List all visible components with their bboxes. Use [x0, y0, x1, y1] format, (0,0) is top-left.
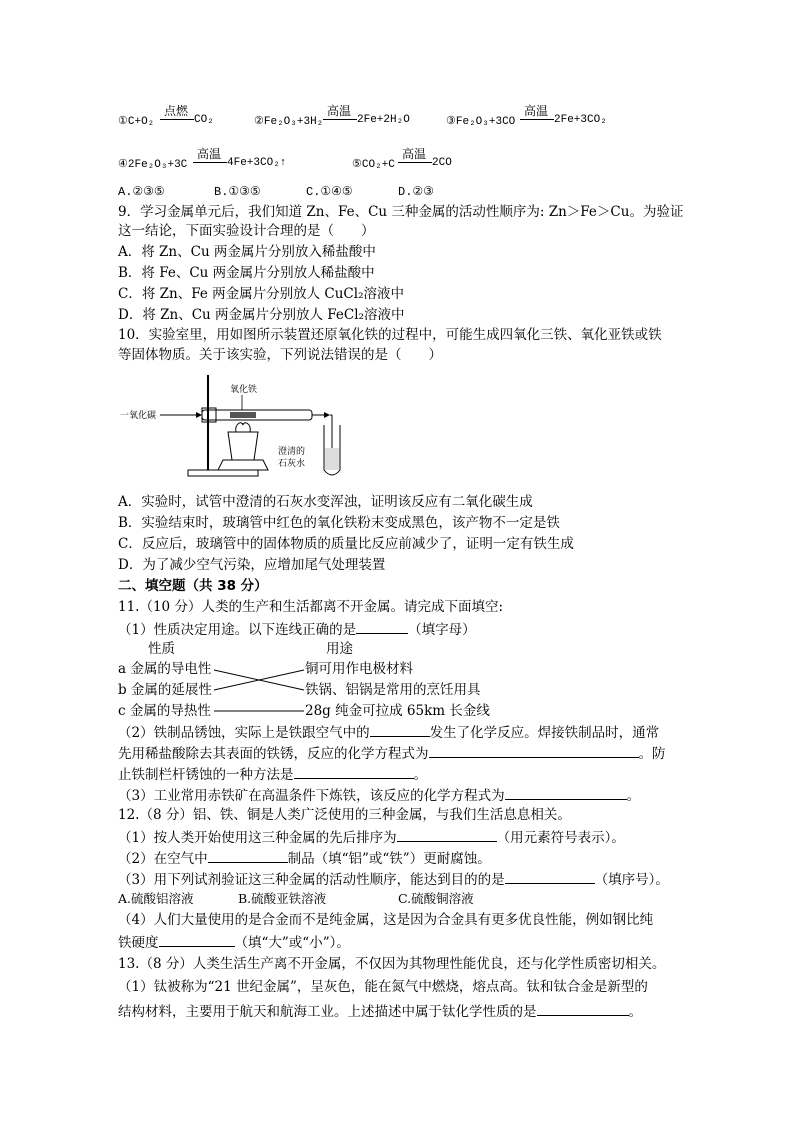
q12-part4-line1: （4）人们大量使用的是合金而不是纯金属，这是因为合金具有更多优良性能，例如钢比纯 [118, 912, 654, 928]
q12-part3-blank[interactable] [505, 869, 595, 884]
q9-stem-line1: 9．学习金属单元后，我们知道 Zn、Fe、Cu 三种金属的活动性顺序为: Zn＞Fe＞Cu。为验证 [118, 204, 684, 220]
eq4-reactants: ④2Fe₂O₃+3C [118, 159, 188, 171]
q11-part1-hint: （填字母） [408, 622, 476, 638]
q10-option-d: D．为了减少空气污染，应增加尾气处理装置 [118, 557, 386, 573]
q11-col-property: 性质 [148, 641, 175, 657]
label-limewater-1: 澄清的 [278, 447, 306, 457]
q11-part3 [118, 785, 640, 805]
eq1-condition: 点燃 [164, 104, 189, 118]
q11-part2-line2 [118, 743, 666, 763]
q12-part1 [118, 827, 625, 847]
label-limewater-2: 石灰水 [278, 459, 306, 469]
eq5-products: 2CO [432, 157, 452, 169]
q11-part2-blank-1[interactable] [370, 722, 430, 737]
q9-option-b: B．将 Fe、Cu 两金属片分别放人稀盐酸中 [118, 265, 375, 281]
q11-part2-text-e: 止铁制栏杆锈蚀的一种方法是 [118, 767, 294, 783]
eq3-reactants: ③Fe₂O₃+3CO [446, 116, 516, 128]
q13-intro: 13.（8 分）人类生活生产离不开金属，不仅因为其物理性能优良，还与化学性质密切相关。 [118, 956, 666, 972]
eq1-reactants: ①C+O₂ [118, 116, 155, 128]
q11-part2-line3 [118, 764, 427, 784]
q11-part3-text: （3）工业常用赤铁矿在高温条件下炼铁，该反应的化学方程式为 [118, 788, 505, 804]
q8-option-b: B.①③⑤ [214, 185, 261, 199]
q11-part3-end: 。 [626, 788, 641, 804]
q12-part3-hint: （填序号）。 [594, 872, 669, 888]
q13-part1-line1: （1）钛被称为“21 世纪金属”，呈灰色，能在氮气中燃烧，熔点高。钛和钛合金是新型的 [118, 979, 648, 995]
q11-col-use: 用途 [326, 641, 353, 657]
q10-stem-line2: 等固体物质。关于该实验，下列说法错误的是（ ） [118, 347, 442, 363]
q11-use-3: 28g 纯金可拉成 65km 长金线 [305, 703, 490, 719]
q11-use-2: 铁锅、铝锅是常用的烹饪用具 [305, 682, 481, 698]
q12-part4-blank[interactable] [159, 932, 235, 947]
q10-option-a: A．实验时，试管中澄清的石灰水变浑浊，证明该反应有二氧化碳生成 [118, 494, 533, 510]
q12-part1-text: （1）按人类开始使用这三种金属的先后排序为 [118, 830, 397, 846]
q10-option-c: C．反应后，玻璃管中的固体物质的质量比反应前减少了，证明一定有铁生成 [118, 536, 574, 552]
q12-part4-text: 铁硬度 [118, 935, 159, 951]
q10-option-b: B．实验结束时，玻璃管中红色的氧化铁粉末变成黑色，该产物不一定是铁 [118, 515, 560, 531]
q11-property-a: a 金属的导电性 [118, 661, 212, 677]
q12-part3 [118, 869, 669, 889]
q12-part1-hint: （用元素符号表示）。 [496, 830, 625, 846]
eq5-reactants: ⑤CO₂+C [352, 159, 395, 171]
eq4-condition: 高温 [197, 147, 222, 161]
q12-intro: 12.（8 分）铝、铁、铜是人类广泛使用的三种金属，与我们生活息息相关。 [118, 807, 571, 823]
q8-option-c: C.①④⑤ [306, 185, 353, 199]
q9-stem-line2: 这一结论，下面实验设计合理的是（ ） [118, 223, 375, 239]
q12-part4-hint: （填“大”或“小”）。 [234, 935, 350, 951]
q12-option-b: B.硫酸亚铁溶液 [238, 891, 327, 906]
q13-part1-blank[interactable] [537, 1001, 629, 1016]
q12-part1-blank[interactable] [397, 827, 497, 842]
q10-stem-line1: 10．实验室里，用如图所示装置还原氧化铁的过程中，可能生成四氧化三铁、氧化亚铁或铁 [118, 327, 662, 343]
q11-part1-text: （1）性质决定用途。以下连线正确的是 [118, 622, 357, 638]
label-iron-oxide: 氧化铁 [230, 385, 258, 395]
q11-part2-blank-2[interactable] [429, 743, 639, 758]
eq2-products: 2Fe+2H₂O [357, 114, 410, 126]
q11-part2-blank-3[interactable] [294, 764, 414, 779]
q11-part2-text-b: 发生了化学反应。焊接铁制品时，通常 [429, 725, 660, 741]
q8-option-a: A.②③⑤ [118, 185, 165, 199]
eq2-reactants: ②Fe₂O₃+3H₂ [254, 116, 324, 128]
q12-option-c: C.硫酸铜溶液 [398, 891, 474, 906]
q9-option-c: C．将 Zn、Fe 两金属片分别放人 CuCl₂溶液中 [118, 286, 404, 302]
q9-option-d: D．将 Zn、Cu 两金属片分别放人 FeCl₂溶液中 [118, 307, 405, 323]
eq3-products: 2Fe+3CO₂ [554, 114, 607, 126]
q12-part2-blank[interactable] [208, 848, 288, 863]
q11-property-c: c 金属的导热性 [118, 703, 211, 719]
q11-part2-text-a: （2）铁制品锈蚀，实际上是铁跟空气中的 [118, 725, 370, 741]
eq3-condition: 高温 [524, 104, 549, 118]
q12-part4-line2 [118, 932, 350, 952]
q11-part2-text-f: 。 [413, 767, 427, 783]
q12-part2-text: （2）在空气中 [118, 851, 208, 867]
q12-part2 [118, 848, 491, 868]
q11-part3-blank[interactable] [505, 785, 627, 800]
q12-part2-hint: 制品（填“铝”或“铁”）更耐腐蚀。 [287, 851, 491, 867]
q8-option-d: D.②③ [398, 185, 434, 199]
q11-part2-text-d: 。防 [638, 746, 666, 762]
q12-part3-text: （3）用下列试剂验证这三种金属的活动性顺序，能达到目的的是 [118, 872, 505, 888]
q13-part1-text: 结构材料，主要用于航天和航海工业。上述描述中属于钛化学性质的是 [118, 1004, 537, 1020]
q11-part2-text-c: 先用稀盐酸除去其表面的铁锈，反应的化学方程式为 [118, 746, 429, 762]
q13-part1-end: 。 [628, 1004, 642, 1020]
q13-part1-line2 [118, 1001, 642, 1021]
q11-intro: 11.（10 分）人类的生产和生活都离不开金属。请完成下面填空: [118, 599, 503, 615]
q11-use-1: 铜可用作电极材料 [305, 661, 413, 677]
eq5-condition: 高温 [402, 147, 427, 161]
eq4-products: 4Fe+3CO₂↑ [227, 157, 287, 169]
eq2-condition: 高温 [327, 104, 352, 118]
label-carbon-monoxide: 一氧化碳 [120, 411, 157, 421]
q11-part2-line1 [118, 722, 659, 742]
section-heading: 二、填空题（共 38 分） [118, 578, 268, 594]
eq1-products: CO₂ [194, 114, 214, 126]
q9-option-a: A．将 Zn、Cu 两金属片分别放入稀盐酸中 [118, 244, 376, 260]
q12-option-a: A.硫酸铝溶液 [118, 891, 194, 906]
q11-property-b: b 金属的延展性 [118, 682, 212, 698]
